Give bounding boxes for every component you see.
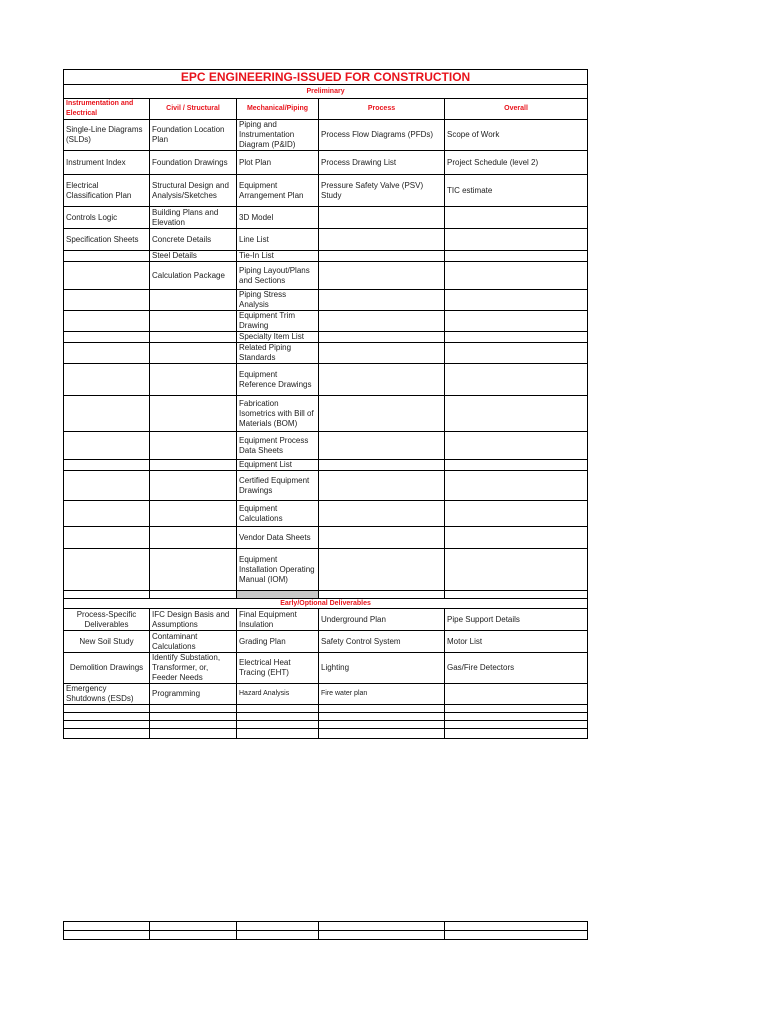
cell-process <box>319 396 445 432</box>
table-row <box>64 653 588 684</box>
table-row <box>64 471 588 501</box>
cell-instrumentation <box>64 251 150 262</box>
cell-process <box>319 290 445 311</box>
column-header-mechanical: Mechanical/Piping <box>237 99 319 120</box>
table-row <box>64 460 588 471</box>
cell-mechanical: Tie-In List <box>237 251 319 262</box>
cell-process <box>319 471 445 501</box>
cell-process <box>319 262 445 290</box>
cell-mechanical <box>237 591 319 599</box>
cell-overall <box>445 262 588 290</box>
cell-mechanical: Plot Plan <box>237 151 319 175</box>
cell-civil <box>150 549 237 591</box>
table-row <box>64 343 588 364</box>
cell-civil: Contaminant Calculations <box>150 631 237 653</box>
cell-instrumentation <box>64 721 150 729</box>
cell-instrumentation: Demolition Drawings <box>64 653 150 684</box>
cell-overall <box>445 931 588 940</box>
cell-overall <box>445 501 588 527</box>
cell-instrumentation: Specification Sheets <box>64 229 150 251</box>
cell-process <box>319 527 445 549</box>
cell-civil: Structural Design and Analysis/Sketches <box>150 175 237 207</box>
cell-instrumentation: Single-Line Diagrams (SLDs) <box>64 120 150 151</box>
cell-instrumentation <box>64 290 150 311</box>
table-row <box>64 931 588 940</box>
table-row <box>64 549 588 591</box>
cell-instrumentation <box>64 432 150 460</box>
cell-civil <box>150 332 237 343</box>
table-row <box>64 527 588 549</box>
cell-civil <box>150 501 237 527</box>
cell-instrumentation <box>64 729 150 739</box>
cell-process <box>319 922 445 931</box>
cell-civil <box>150 311 237 332</box>
table-row <box>64 721 588 729</box>
table-row <box>64 251 588 262</box>
table-row <box>64 501 588 527</box>
cell-process <box>319 311 445 332</box>
cell-overall <box>445 207 588 229</box>
cell-instrumentation <box>64 332 150 343</box>
table-row <box>64 729 588 739</box>
cell-instrumentation <box>64 262 150 290</box>
cell-process <box>319 343 445 364</box>
cell-mechanical <box>237 931 319 940</box>
column-header-process: Process <box>319 99 445 120</box>
cell-civil: Identify Substation, Transformer, or, Feeder Needs <box>150 653 237 684</box>
cell-overall: TIC estimate <box>445 175 588 207</box>
cell-mechanical: Piping Layout/Plans and Sections <box>237 262 319 290</box>
cell-overall <box>445 471 588 501</box>
cell-process <box>319 460 445 471</box>
cell-instrumentation <box>64 931 150 940</box>
cell-instrumentation: New Soil Study <box>64 631 150 653</box>
table-row <box>64 713 588 721</box>
cell-overall <box>445 591 588 599</box>
cell-process: Process Drawing List <box>319 151 445 175</box>
cell-mechanical: Piping Stress Analysis <box>237 290 319 311</box>
cell-instrumentation <box>64 591 150 599</box>
cell-civil <box>150 460 237 471</box>
cell-process: Fire water plan <box>319 684 445 705</box>
table-row <box>64 175 588 207</box>
cell-instrumentation: Emergency Shutdowns (ESDs) <box>64 684 150 705</box>
cell-civil: Foundation Location Plan <box>150 120 237 151</box>
cell-civil: Steel Details <box>150 251 237 262</box>
cell-instrumentation: Process-Specific Deliverables <box>64 609 150 631</box>
cell-overall <box>445 229 588 251</box>
cell-civil: Programming <box>150 684 237 705</box>
cell-process <box>319 721 445 729</box>
cell-instrumentation: Controls Logic <box>64 207 150 229</box>
cell-mechanical: Fabrication Isometrics with Bill of Materials (BOM) <box>237 396 319 432</box>
cell-process: Lighting <box>319 653 445 684</box>
cell-process <box>319 501 445 527</box>
deliverables-sheet <box>63 69 587 739</box>
cell-overall: Project Schedule (level 2) <box>445 151 588 175</box>
cell-civil <box>150 713 237 721</box>
cell-instrumentation <box>64 705 150 713</box>
cell-mechanical <box>237 713 319 721</box>
cell-process: Pressure Safety Valve (PSV) Study <box>319 175 445 207</box>
cell-mechanical: Specialty Item List <box>237 332 319 343</box>
table-row <box>64 151 588 175</box>
cell-overall <box>445 460 588 471</box>
cell-overall <box>445 311 588 332</box>
cell-process <box>319 207 445 229</box>
cell-overall <box>445 251 588 262</box>
cell-overall <box>445 527 588 549</box>
cell-process <box>319 729 445 739</box>
cell-mechanical <box>237 705 319 713</box>
cell-overall <box>445 713 588 721</box>
column-header-row <box>64 99 588 120</box>
sheet-title: EPC ENGINEERING-ISSUED FOR CONSTRUCTION <box>64 70 588 85</box>
cell-instrumentation <box>64 364 150 396</box>
cell-civil <box>150 396 237 432</box>
column-header-instrumentation: Instrumentation and Electrical <box>64 99 150 120</box>
cell-mechanical: Grading Plan <box>237 631 319 653</box>
cell-overall <box>445 549 588 591</box>
cell-mechanical: Equipment List <box>237 460 319 471</box>
cell-mechanical: Equipment Arrangement Plan <box>237 175 319 207</box>
cell-mechanical <box>237 729 319 739</box>
cell-civil <box>150 364 237 396</box>
cell-process <box>319 364 445 396</box>
cell-overall: Motor List <box>445 631 588 653</box>
cell-mechanical: Certified Equipment Drawings <box>237 471 319 501</box>
table-row <box>64 311 588 332</box>
cell-mechanical: Equipment Process Data Sheets <box>237 432 319 460</box>
cell-process: Underground Plan <box>319 609 445 631</box>
cell-mechanical: 3D Model <box>237 207 319 229</box>
section-early-optional: Early/Optional Deliverables <box>64 599 588 609</box>
cell-civil <box>150 705 237 713</box>
table-row <box>64 396 588 432</box>
table-row <box>64 120 588 151</box>
cell-civil <box>150 931 237 940</box>
cell-mechanical: Piping and Instrumentation Diagram (P&ID) <box>237 120 319 151</box>
table-row <box>64 262 588 290</box>
table-row <box>64 432 588 460</box>
cell-mechanical: Vendor Data Sheets <box>237 527 319 549</box>
cell-instrumentation: Electrical Classification Plan <box>64 175 150 207</box>
footer-table <box>63 921 588 940</box>
cell-mechanical: Line List <box>237 229 319 251</box>
cell-mechanical: Equipment Calculations <box>237 501 319 527</box>
cell-civil <box>150 527 237 549</box>
cell-mechanical <box>237 721 319 729</box>
cell-overall <box>445 343 588 364</box>
cell-instrumentation <box>64 460 150 471</box>
cell-mechanical: Equipment Reference Drawings <box>237 364 319 396</box>
section-preliminary: Preliminary <box>64 85 588 99</box>
table-row <box>64 207 588 229</box>
cell-mechanical: Electrical Heat Tracing (EHT) <box>237 653 319 684</box>
cell-mechanical: Equipment Installation Operating Manual (IOM) <box>237 549 319 591</box>
cell-civil: Building Plans and Elevation <box>150 207 237 229</box>
cell-overall <box>445 290 588 311</box>
cell-overall <box>445 332 588 343</box>
cell-overall: Pipe Support Details <box>445 609 588 631</box>
table-row <box>64 705 588 713</box>
cell-process <box>319 591 445 599</box>
table-row <box>64 332 588 343</box>
cell-overall <box>445 729 588 739</box>
cell-instrumentation <box>64 713 150 721</box>
table-row <box>64 631 588 653</box>
table-row <box>64 922 588 931</box>
cell-process <box>319 713 445 721</box>
cell-instrumentation <box>64 922 150 931</box>
column-header-civil: Civil / Structural <box>150 99 237 120</box>
cell-civil <box>150 343 237 364</box>
cell-instrumentation <box>64 549 150 591</box>
table-row <box>64 364 588 396</box>
cell-instrumentation <box>64 471 150 501</box>
cell-instrumentation <box>64 396 150 432</box>
cell-process <box>319 705 445 713</box>
cell-civil <box>150 729 237 739</box>
cell-civil <box>150 721 237 729</box>
table-row <box>64 290 588 311</box>
cell-civil: Foundation Drawings <box>150 151 237 175</box>
cell-civil <box>150 922 237 931</box>
table-row <box>64 229 588 251</box>
cell-overall <box>445 432 588 460</box>
cell-mechanical <box>237 922 319 931</box>
cell-process <box>319 251 445 262</box>
cell-civil: IFC Design Basis and Assumptions <box>150 609 237 631</box>
cell-overall <box>445 922 588 931</box>
cell-mechanical: Related Piping Standards <box>237 343 319 364</box>
cell-process: Process Flow Diagrams (PFDs) <box>319 120 445 151</box>
cell-instrumentation <box>64 311 150 332</box>
table-row <box>64 609 588 631</box>
cell-overall <box>445 684 588 705</box>
cell-civil: Calculation Package <box>150 262 237 290</box>
cell-process <box>319 549 445 591</box>
cell-overall: Scope of Work <box>445 120 588 151</box>
cell-process <box>319 332 445 343</box>
cell-overall <box>445 364 588 396</box>
cell-civil <box>150 432 237 460</box>
cell-civil: Concrete Details <box>150 229 237 251</box>
cell-civil <box>150 591 237 599</box>
cell-instrumentation <box>64 343 150 364</box>
cell-instrumentation <box>64 527 150 549</box>
cell-process <box>319 432 445 460</box>
cell-mechanical: Equipment Trim Drawing <box>237 311 319 332</box>
cell-process <box>319 229 445 251</box>
cell-instrumentation <box>64 501 150 527</box>
table-row <box>64 684 588 705</box>
cell-mechanical: Final Equipment Insulation <box>237 609 319 631</box>
deliverables-table <box>63 69 588 739</box>
cell-overall: Gas/Fire Detectors <box>445 653 588 684</box>
cell-civil <box>150 471 237 501</box>
cell-overall <box>445 721 588 729</box>
cell-process <box>319 931 445 940</box>
column-header-overall: Overall <box>445 99 588 120</box>
cell-instrumentation: Instrument Index <box>64 151 150 175</box>
cell-mechanical: Hazard Analysis <box>237 684 319 705</box>
cell-civil <box>150 290 237 311</box>
table-row <box>64 591 588 599</box>
cell-process: Safety Control System <box>319 631 445 653</box>
cell-overall <box>445 396 588 432</box>
cell-overall <box>445 705 588 713</box>
